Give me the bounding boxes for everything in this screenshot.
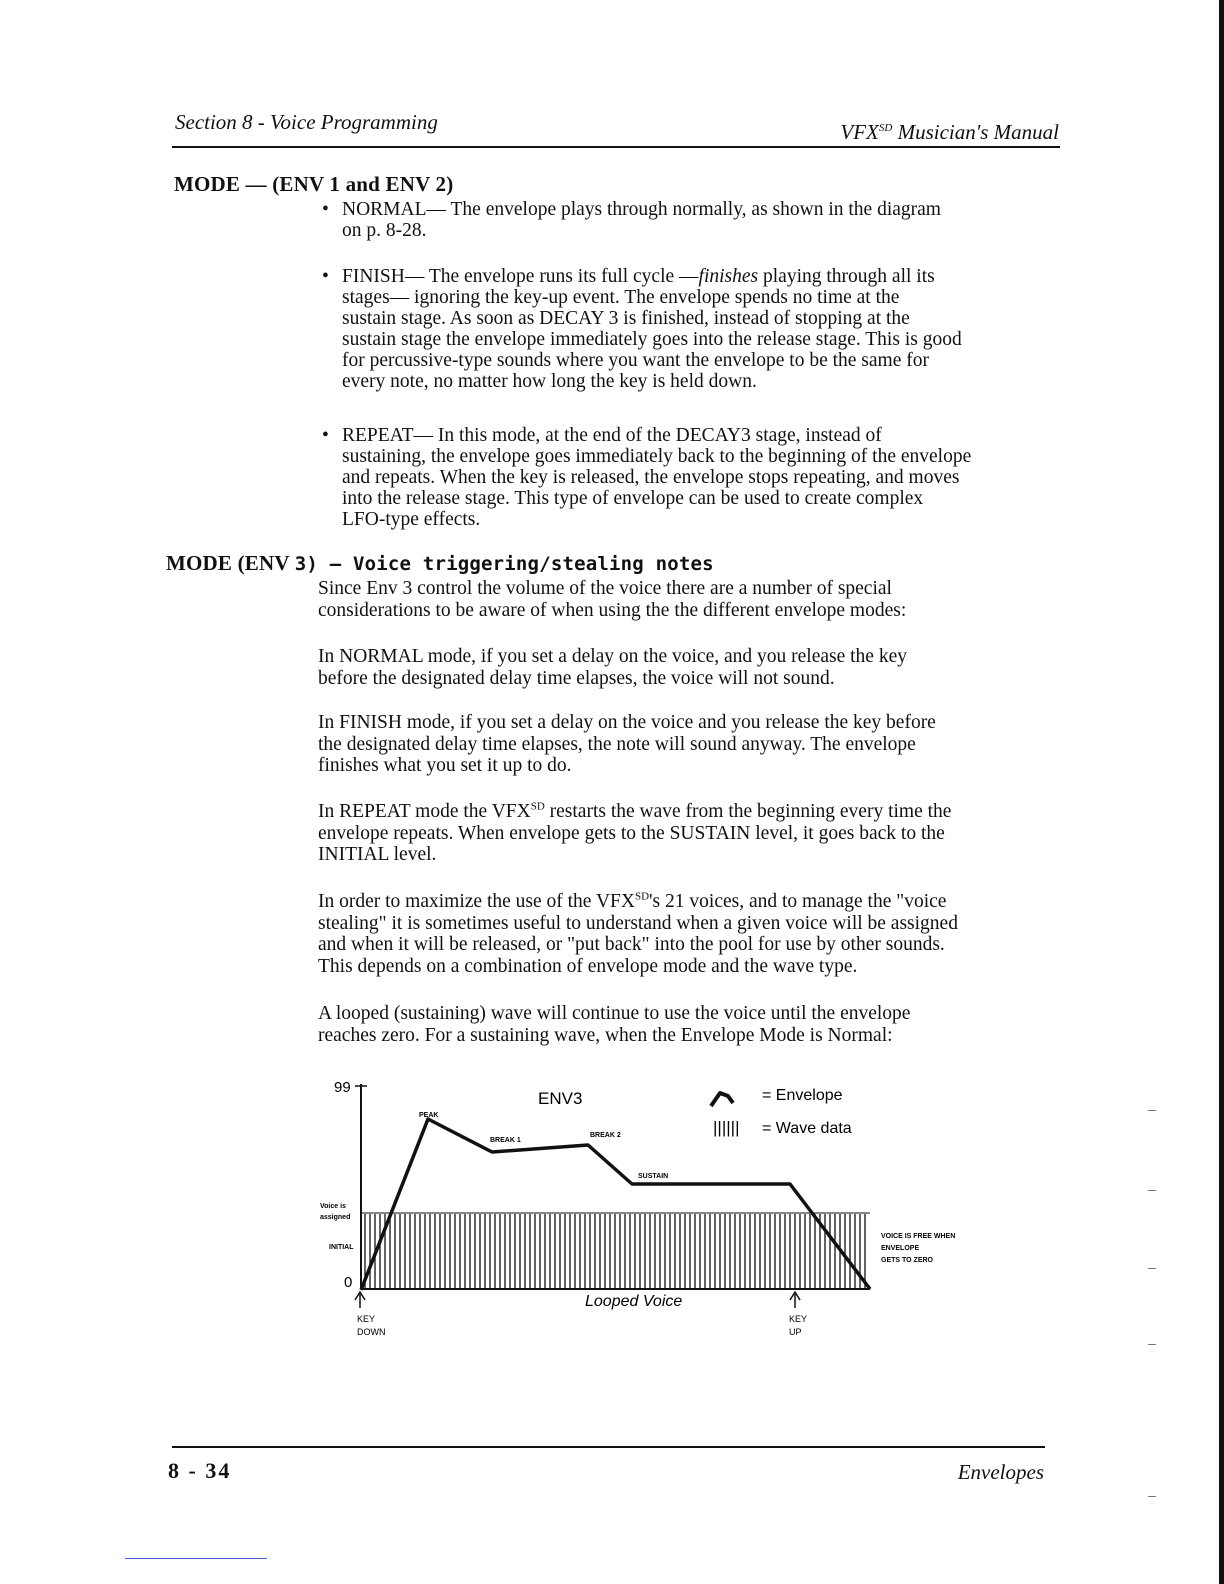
text-line: LFO-type effects. <box>342 509 481 530</box>
para-looped-wave <box>318 1003 1053 1046</box>
bullet-icon: • <box>322 199 329 220</box>
text-line: sustain stage the envelope immediately goes into the release stage. This is good <box>342 329 962 350</box>
wave-data-bars <box>365 1214 865 1288</box>
bullet-icon: • <box>322 266 329 287</box>
text-line: for percussive-type sounds where you want the envelope to be the same for <box>342 350 929 371</box>
legend-wave: = Wave data <box>762 1120 852 1137</box>
text-line: In order to maximize the use of the $VFX^{SD}'s$ 21 voices, and to manage the "voice <box>318 890 947 912</box>
margin-mark <box>1148 1496 1156 1497</box>
text-line: A looped (sustaining) wave will continue to use the voice until the envelope <box>318 1003 911 1024</box>
bullet-repeat <box>322 425 1052 530</box>
text-line: and when it will be released, or "put back" into the pool for use by other sounds. <box>318 934 945 955</box>
text-line: the designated delay time elapses, the note will sound anyway. The envelope <box>318 733 916 755</box>
text-line: sustain stage. As soon as DECAY 3 is finished, instead of stopping at the <box>342 308 910 329</box>
label-key-up: UP <box>789 1327 802 1337</box>
heading-mode-env3: MODE (ENV 3) — Voice triggering/stealing notes <box>166 551 714 575</box>
key-up-arrow <box>790 1292 800 1308</box>
label-voice-assigned: assigned <box>320 1214 351 1221</box>
text-line: every note, no matter how long the key is held down. <box>342 371 757 392</box>
text-line: INITIAL level. <box>318 844 437 865</box>
bullet-finish <box>322 266 1052 392</box>
para-env3-intro <box>318 578 1053 621</box>
text-line: finishes what you set it up to do. <box>318 755 572 776</box>
text-line: REPEAT— In this mode, at the end of the DECAY3 stage, instead of <box>342 425 882 446</box>
text-line: FINISH— The envelope runs its full cycle —finishes playing through all its <box>342 266 935 287</box>
text-line: In REPEAT mode the $VFX^{SD}$ restarts the wave from the beginning every time the <box>318 800 952 822</box>
text-line: In FINISH mode, if you set a delay on the voice and you release the key before <box>318 712 936 733</box>
text-line: considerations to be aware of when using the the different envelope modes: <box>318 599 907 621</box>
para-normal-mode <box>318 646 1053 689</box>
y-min-label: 0 <box>344 1274 353 1291</box>
text-line: This depends on a combination of envelope mode and the wave type. <box>318 955 858 977</box>
text-line: Since Env 3 control the volume of the voice there are a number of special <box>318 578 892 599</box>
label-key-down: DOWN <box>357 1327 386 1337</box>
page-number: 8 - 34 <box>168 1458 232 1483</box>
bullet-icon: • <box>322 425 329 446</box>
margin-mark <box>1148 1110 1156 1111</box>
scan-artifact-line <box>125 1558 267 1559</box>
text-line: and repeats. When the key is released, the envelope stops repeating, and moves <box>342 467 960 488</box>
margin-mark <box>1148 1344 1156 1345</box>
label-sustain: SUSTAIN <box>638 1173 669 1180</box>
key-down-arrow <box>355 1292 365 1308</box>
label-peak: PEAK <box>419 1112 439 1119</box>
running-header-manual: $VFX^{SD}$ Musician's Manual <box>840 120 1059 144</box>
label-voice-free: VOICE IS FREE WHEN <box>881 1233 956 1240</box>
text-line: envelope repeats. When envelope gets to the SUSTAIN level, it goes back to the <box>318 822 945 844</box>
header-rule <box>172 146 1060 148</box>
text-line: on p. 8-28. <box>342 220 427 241</box>
env3-diagram <box>320 1072 1000 1352</box>
legend-wave-glyph: |||||| <box>713 1118 740 1137</box>
diagram-caption: Looped Voice <box>585 1293 683 1310</box>
label-break2: BREAK 2 <box>590 1132 621 1139</box>
label-initial: INITIAL <box>329 1244 354 1251</box>
running-header-section: Section 8 - Voice Programming <box>175 110 438 134</box>
text-line: stealing" it is sometimes useful to understand when a given voice will be assigned <box>318 912 958 934</box>
para-voice-stealing <box>318 891 1053 977</box>
margin-mark <box>1148 1268 1156 1269</box>
diagram-title: ENV3 <box>538 1089 583 1108</box>
label-voice-assigned: Voice is <box>320 1203 346 1210</box>
footer-rule <box>172 1446 1045 1448</box>
y-max-label: 99 <box>334 1079 351 1096</box>
text-line: In NORMAL mode, if you set a delay on the voice, and you release the key <box>318 646 907 667</box>
label-break1: BREAK 1 <box>490 1137 521 1144</box>
text-line: before the designated delay time elapses, the voice will not sound. <box>318 667 835 689</box>
text-line: stages— ignoring the key-up event. The envelope spends no time at the <box>342 287 900 308</box>
text-line: reaches zero. For a sustaining wave, when the Envelope Mode is Normal: <box>318 1024 893 1046</box>
footer-section: Envelopes <box>957 1460 1044 1484</box>
env3-diagram-svg <box>320 1072 1000 1352</box>
para-finish-mode <box>318 712 1053 777</box>
page-edge-bar <box>1219 0 1224 1584</box>
envelope-legend-icon <box>711 1093 733 1106</box>
para-repeat-mode <box>318 801 1053 866</box>
text-line: NORMAL— The envelope plays through normally, as shown in the diagram <box>342 199 941 220</box>
label-key-up: KEY <box>789 1314 808 1324</box>
label-voice-free: ENVELOPE <box>881 1245 920 1252</box>
text-line: sustaining, the envelope goes immediately back to the beginning of the envelope <box>342 446 972 467</box>
label-key-down: KEY <box>357 1314 376 1324</box>
legend-envelope: = Envelope <box>762 1087 843 1104</box>
label-voice-free: GETS TO ZERO <box>881 1257 933 1264</box>
text-line: into the release stage. This type of envelope can be used to create complex <box>342 488 924 509</box>
heading-mode-env12: MODE — (ENV 1 and ENV 2) <box>174 172 454 196</box>
margin-mark <box>1148 1190 1156 1191</box>
bullet-normal <box>322 199 1052 241</box>
